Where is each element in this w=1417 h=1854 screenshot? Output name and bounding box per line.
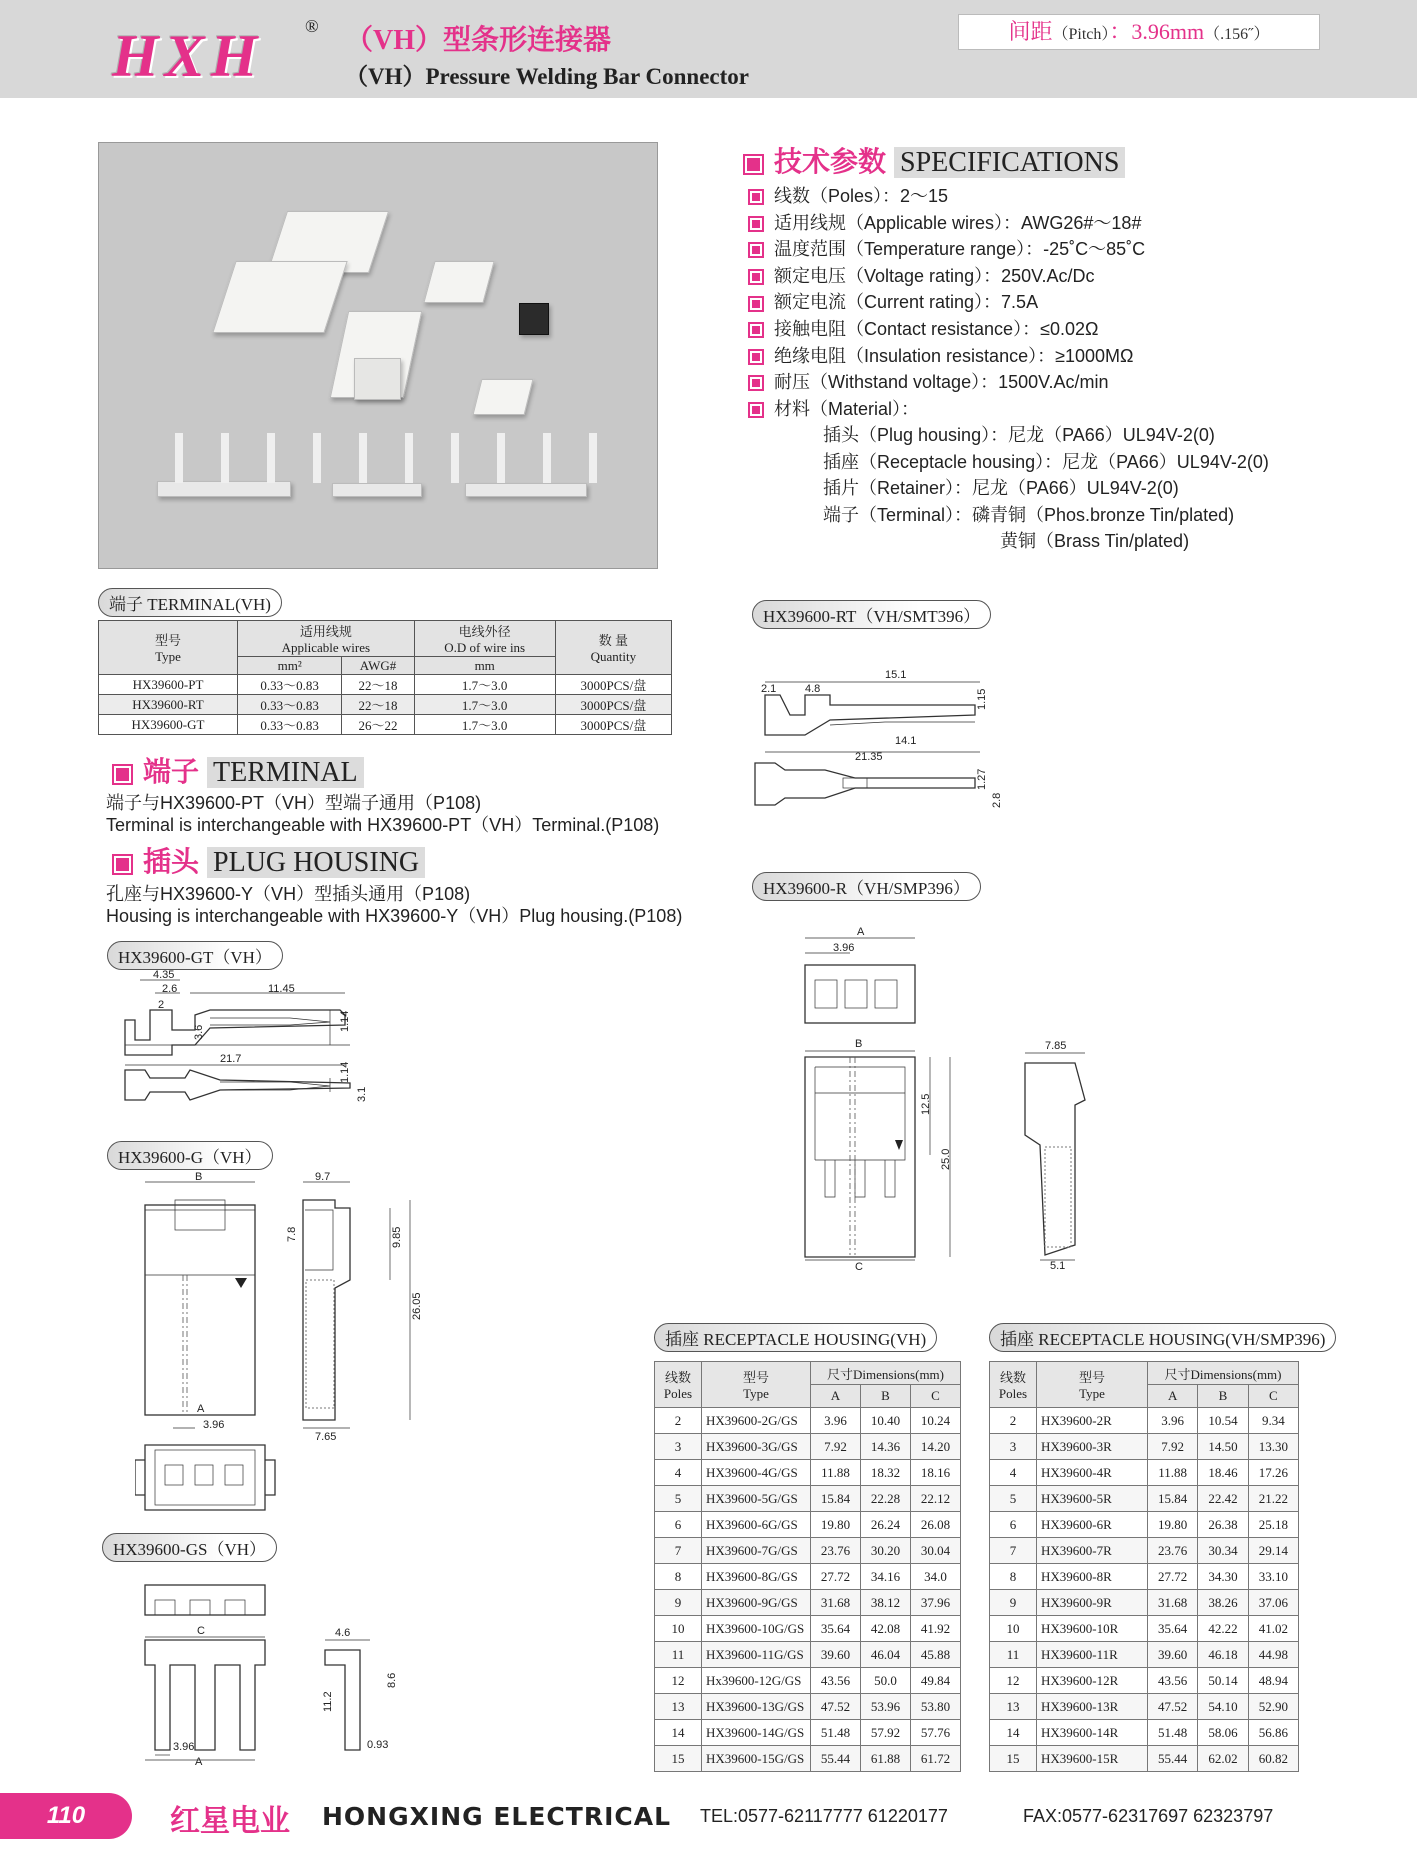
table-row: 6 HX39600-6G/GS 19.80 26.24 26.08 [655,1512,961,1538]
g-drawing-label: HX39600-G（VH） [107,1141,273,1170]
table-row: 9 HX39600-9R 31.68 38.26 37.06 [990,1590,1299,1616]
plug-note [106,883,682,927]
page-number: 110 [0,1793,132,1839]
spec-item: 额定电流（Current rating）：7.5A [748,289,1145,316]
material-item: 插片（Retainer）：尼龙（PA66）UL94V-2(0) [823,478,1179,499]
rt-terminal-drawing [745,660,1015,820]
table-row: 11 HX39600-11R 39.60 46.18 44.98 [990,1642,1299,1668]
dim-gs-7: 0.93 [367,1739,389,1751]
bullet-square-icon [748,375,764,391]
gs-housing-drawing [135,1570,425,1770]
spec-item: 材料（Material）： [748,396,1145,423]
table-row: 5 HX39600-5R 15.84 22.42 21.22 [990,1486,1299,1512]
table-row: 10 HX39600-10G/GS 35.64 42.08 41.92 [655,1616,961,1642]
bullet-square-icon [743,154,764,175]
dim-r-4: 7.85 [1045,1040,1067,1052]
bullet-square-icon [748,402,764,418]
th-c: C [910,1385,960,1408]
dim-gs-4: 8.6 [386,1672,398,1688]
table-row: 15 HX39600-15R 55.44 62.02 60.82 [990,1746,1299,1772]
table-row: HX39600-RT 0.33～0.83 22～18 1.7～3.0 3000PCS/盘 [99,695,672,715]
th-od: 电线外径 O.D of wire ins [414,621,555,657]
dim-rt-7: 1.27 [976,768,988,790]
dim-g-3: 7.8 [286,1226,298,1242]
table-row: HX39600-PT 0.33～0.83 22～18 1.7～3.0 3000PCS/盘 [99,675,672,695]
title-english: （VH）Pressure Welding Bar Connector [345,64,749,89]
dim-rt-3: 4.8 [805,683,821,695]
th-qty: 数 量 Quantity [555,621,671,675]
dim-rt-4: 1.15 [976,688,988,710]
dim-gs-2: 4.6 [335,1627,351,1639]
fax: FAX:0577-62317697 62323797 [1023,1806,1274,1826]
terminal-note-cn: 端子与HX39600-PT（VH）型端子通用（P108) [106,793,482,813]
th-poles: 线数 Poles [655,1362,702,1408]
pitch-box [958,14,1320,50]
table-row: 10 HX39600-10R 35.64 42.22 41.02 [990,1616,1299,1642]
dim-r-3: B [855,1038,863,1050]
dim-g-4: 9.85 [391,1226,403,1248]
specifications-heading [743,140,1125,180]
dim-rt-8: 2.8 [991,792,1003,808]
dim-gt-6: 1.14 [339,1010,351,1032]
terminal-table-label: 端子 TERMINAL(VH) [98,588,282,617]
dim-r-8: 5.1 [1050,1260,1066,1272]
dim-gt-5: 3.6 [193,1024,205,1040]
table-row: 3 HX39600-3R 7.92 14.50 13.30 [990,1434,1299,1460]
dim-gs-1: C [197,1625,205,1637]
dim-g-7: 3.96 [203,1419,225,1431]
dim-g-6: A [197,1403,205,1415]
bullet-square-icon [748,216,764,232]
th-mm: mm² [238,657,342,675]
plug-heading-en: PLUG HOUSING [207,847,425,878]
product-photo [98,142,658,569]
dim-rt-6: 21.35 [855,751,883,763]
terminal-note [106,792,659,836]
material-item: 端子（Terminal）：磷青铜（Phos.bronze Tin/plated) [823,504,1235,525]
table-row: 11 HX39600-11G/GS 39.60 46.04 45.88 [655,1642,961,1668]
dim-r-2: 3.96 [833,942,855,954]
plug-heading [112,840,425,880]
material-brass: 黄铜（Brass Tin/plated) [1000,531,1190,551]
table-row: 2 HX39600-2G/GS 3.96 10.40 10.24 [655,1408,961,1434]
table-row: 4 HX39600-4R 11.88 18.46 17.26 [990,1460,1299,1486]
r-drawing-label: HX39600-R（VH/SMP396） [752,872,981,901]
table-row: 7 HX39600-7R 23.76 30.34 29.14 [990,1538,1299,1564]
th-dim: 尺寸Dimensions(mm) [1148,1362,1299,1385]
terminal-heading-en: TERMINAL [207,757,364,788]
terminal-note-en: Terminal is interchangeable with HX39600-PT（VH）Terminal.(P108) [106,815,660,835]
pitch-inch: （.156˝） [1204,26,1270,43]
dim-gt-3: 11.45 [268,983,295,995]
bullet-square-icon [112,764,133,785]
terminal-heading [112,750,364,790]
bullet-square-icon [748,322,764,338]
dim-g-1: B [195,1171,203,1183]
bullet-square-icon [748,269,764,285]
dim-g-2: 9.7 [315,1171,331,1183]
receptacle-r-label: 插座 RECEPTACLE HOUSING(VH/SMP396) [989,1323,1336,1352]
table-row: 3 HX39600-3G/GS 7.92 14.36 14.20 [655,1434,961,1460]
table-row: 6 HX39600-6R 19.80 26.38 25.18 [990,1512,1299,1538]
spec-item: 接触电阻（Contact resistance）：≤0.02Ω [748,316,1145,343]
material-item: 插头（Plug housing）：尼龙（PA66）UL94V-2(0) [823,425,1215,445]
th-type: 型号 Type [99,621,238,675]
table-row: 13 HX39600-13R 47.52 54.10 52.90 [990,1694,1299,1720]
table-row: 14 HX39600-14G/GS 51.48 57.92 57.76 [655,1720,961,1746]
dim-gt-8: 1.14 [339,1061,351,1083]
plug-heading-cn: 插头 [143,845,200,878]
dim-gt-9: 3.1 [356,1086,368,1102]
th-type: 型号 Type [702,1362,811,1408]
brand-logo: HXH [112,23,264,89]
th-wires: 适用线规 Applicable wires [238,621,415,657]
table-row: HX39600-GT 0.33～0.83 26～22 1.7～3.0 3000PCS/盘 [99,715,672,735]
pitch-value: 3.96mm [1131,19,1205,44]
registered-mark: ® [305,16,319,36]
th-a: A [1148,1385,1198,1408]
dim-gs-3: 11.2 [322,1691,334,1712]
company-name-en: HONGXING ELECTRICAL [322,1802,672,1831]
pitch-colon: ： [1109,19,1132,44]
dim-gt-7: 21.7 [220,1053,242,1065]
g-housing-front-view [135,1400,295,1520]
material-list [823,422,1269,528]
th-b: B [860,1385,910,1408]
bullet-square-icon [112,854,133,875]
table-row: 13 HX39600-13G/GS 47.52 53.96 53.80 [655,1694,961,1720]
th-awg: AWG# [342,657,414,675]
specifications-heading-cn: 技术参数 [774,145,887,178]
bullet-square-icon [748,349,764,365]
table-row: 12 HX39600-12R 43.56 50.14 48.94 [990,1668,1299,1694]
table-row: 7 HX39600-7G/GS 23.76 30.20 30.04 [655,1538,961,1564]
bullet-square-icon [748,296,764,312]
dim-g-5: 26.05 [411,1292,423,1320]
th-dim: 尺寸Dimensions(mm) [811,1362,961,1385]
th-c: C [1248,1385,1298,1408]
telephone: TEL:0577-62117777 61220177 [700,1806,948,1826]
dim-gs-5: 3.96 [173,1741,195,1753]
table-row: 2 HX39600-2R 3.96 10.54 9.34 [990,1408,1299,1434]
table-row: 9 HX39600-9G/GS 31.68 38.12 37.96 [655,1590,961,1616]
dim-r-6: 25.0 [940,1148,952,1170]
pitch-label-en: （Pitch） [1052,26,1110,43]
company-name-cn: 红星电业 [170,1804,290,1839]
gt-drawing-label: HX39600-GT（VH） [107,941,283,970]
plug-note-cn: 孔座与HX39600-Y（VH）型插头通用（P108) [106,884,471,904]
spec-item: 绝缘电阻（Insulation resistance）：≥1000MΩ [748,343,1145,370]
receptacle-g-table [654,1361,961,1772]
dim-rt-2: 2.1 [761,683,777,695]
table-row: 12 Hx39600-12G/GS 43.56 50.0 49.84 [655,1668,961,1694]
table-row: 8 HX39600-8R 27.72 34.30 33.10 [990,1564,1299,1590]
spec-item: 额定电压（Voltage rating）：250V.Ac/Dc [748,263,1145,290]
dim-rt-1: 15.1 [885,669,907,681]
bullet-square-icon [748,242,764,258]
dim-r-5: 12.5 [920,1093,932,1115]
title-chinese: （VH）型条形连接器 [345,25,612,56]
spec-item: 耐压（Withstand voltage）：1500V.Ac/min [748,369,1145,396]
receptacle-g-label: 插座 RECEPTACLE HOUSING(VH) [654,1323,937,1352]
dim-gs-6: A [195,1756,203,1768]
specifications-heading-en: SPECIFICATIONS [894,147,1125,178]
table-row: 14 HX39600-14R 51.48 58.06 56.86 [990,1720,1299,1746]
dim-gt-4: 2 [158,999,165,1011]
r-housing-drawing [795,925,1115,1275]
table-row: 4 HX39600-4G/GS 11.88 18.32 18.16 [655,1460,961,1486]
spec-item: 温度范围（Temperature range）：-25˚C～85˚C [748,236,1145,263]
material-item: 插座（Receptacle housing）：尼龙（PA66）UL94V-2(0) [823,451,1269,472]
specifications-list [748,183,1145,422]
dim-rt-5: 14.1 [895,735,917,747]
table-row: 5 HX39600-5G/GS 15.84 22.28 22.12 [655,1486,961,1512]
spec-item: 适用线规（Applicable wires）：AWG26#～18# [748,210,1145,237]
dim-g-8: 7.65 [315,1431,337,1443]
dim-gt-1: 4.35 [153,970,175,981]
pitch-label: 间距 [1008,19,1053,44]
th-od-mm: mm [414,657,555,675]
table-row: 15 HX39600-15G/GS 55.44 61.88 61.72 [655,1746,961,1772]
terminal-table [98,620,672,735]
dim-r-7: C [855,1261,863,1273]
table-row: 8 HX39600-8G/GS 27.72 34.16 34.0 [655,1564,961,1590]
th-type: 型号 Type [1037,1362,1148,1408]
plug-note-en: Housing is interchangeable with HX39600-Y（VH）Plug housing.(P108) [106,906,683,926]
receptacle-r-table [989,1361,1299,1772]
spec-item: 线数（Poles）：2～15 [748,183,1145,210]
bullet-square-icon [748,189,764,205]
dim-gt-2: 2.6 [162,983,178,995]
th-b: B [1198,1385,1248,1408]
dim-r-1: A [857,926,865,938]
terminal-heading-cn: 端子 [143,755,200,788]
th-poles: 线数 Poles [990,1362,1037,1408]
rt-drawing-label: HX39600-RT（VH/SMT396） [752,600,991,629]
gt-terminal-drawing [110,970,380,1125]
gs-drawing-label: HX39600-GS（VH） [102,1533,277,1562]
th-a: A [811,1385,861,1408]
